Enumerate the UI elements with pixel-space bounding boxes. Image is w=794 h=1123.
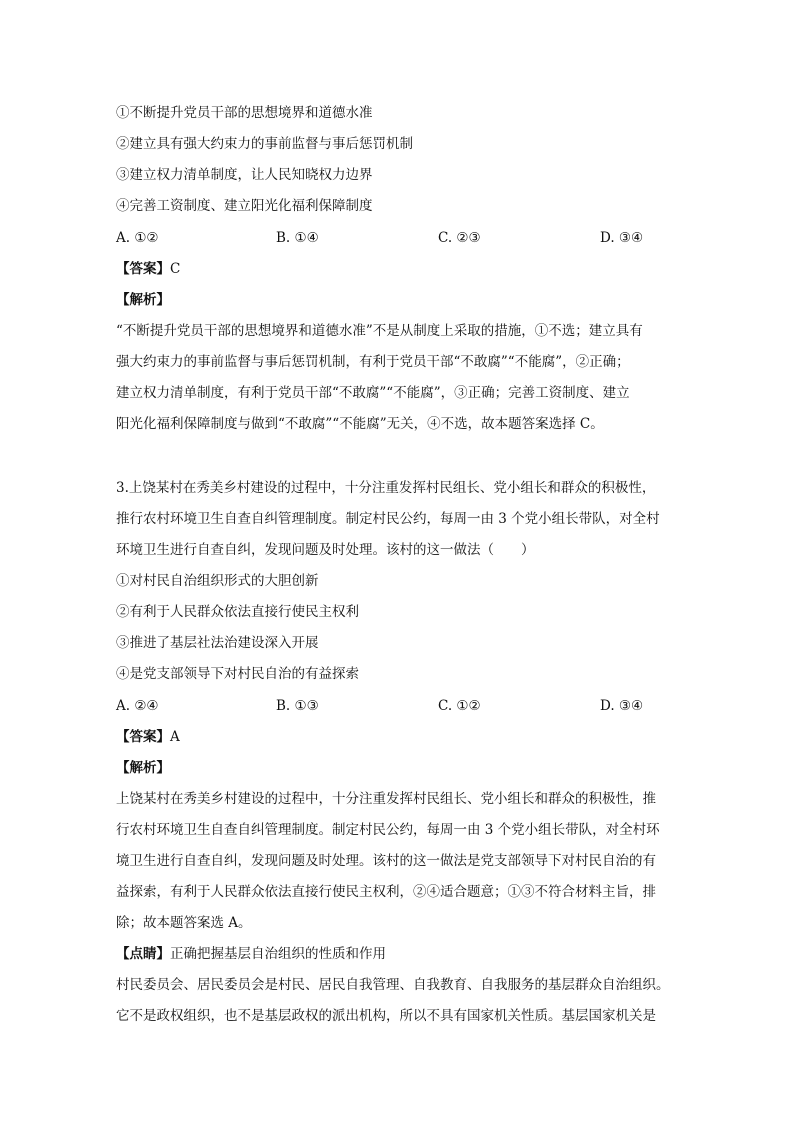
q2-option-a: A. ①② [116, 230, 159, 246]
q3-analysis-line-3: 境卫生进行自查自纠，发现问题及时处理。该村的这一做法是党支部领导下对村民自治的有 [116, 853, 656, 869]
q3-answer-value: A [170, 729, 180, 745]
q3-statement-4: ④是党支部领导下对村民自治的有益探索 [116, 666, 359, 682]
q3-tip-line-1: 村民委员会、居民委员会是村民、居民自我管理、自我教育、自我服务的基层群众自治组织。 [116, 977, 670, 993]
q2-answer-value: C [170, 261, 181, 277]
q2-answer-label: 【答案】 [116, 261, 170, 277]
q3-answer [116, 728, 686, 746]
q3-analysis-label: 【解析】 [116, 760, 170, 776]
q3-option-c: C. ①② [438, 698, 481, 714]
q3-stem-line-3: 环境卫生进行自查自纠，发现问题及时处理。该村的这一做法（ ） [116, 542, 535, 558]
q3-statement-3: ③推进了基层社法治建设深入开展 [116, 635, 319, 651]
q3-stem-line-2: 推行农村环境卫生自查自纠管理制度。制定村民公约，每周一由 3 个党小组长带队，对全村 [116, 511, 660, 527]
q3-statement-1: ①对村民自治组织形式的大胆创新 [116, 573, 319, 589]
q2-statement-1: ①不断提升党员干部的思想境界和道德水准 [116, 105, 373, 121]
q2-statement-4: ④完善工资制度、建立阳光化福利保障制度 [116, 198, 373, 214]
q3-statement-2: ②有利于人民群众依法直接行使民主权利 [116, 604, 359, 620]
q2-analysis-label: 【解析】 [116, 292, 170, 308]
q3-answer-label: 【答案】 [116, 729, 170, 745]
q3-option-d: D. ③④ [600, 698, 644, 714]
q2-option-c: C. ②③ [438, 230, 481, 246]
q3-option-b: B. ①③ [276, 698, 319, 714]
q3-analysis-line-4: 益探索，有利于人民群众依法直接行使民主权利，②④适合题意；①③不符合材料主旨，排 [116, 884, 656, 900]
q2-option-b: B. ①④ [276, 230, 319, 246]
q3-tip-label: 【点睛】 [116, 946, 170, 962]
q2-option-d: D. ③④ [600, 230, 644, 246]
q2-analysis-line-2: 强大约束力的事前监督与事后惩罚机制，有利于党员干部“不敢腐”“不能腐”，②正确； [116, 354, 630, 370]
q3-tip [116, 945, 686, 963]
q3-analysis-line-1: 上饶某村在秀美乡村建设的过程中，十分注重发挥村民组长、党小组长和群众的积极性，推 [116, 791, 656, 807]
q3-analysis-line-2: 行农村环境卫生自查自纠管理制度。制定村民公约，每周一由 3 个党小组长带队，对全村环 [116, 822, 660, 838]
q2-statement-2: ②建立具有强大约束力的事前监督与事后惩罚机制 [116, 136, 413, 152]
q2-answer [116, 260, 686, 278]
q2-statement-3: ③建立权力清单制度，让人民知晓权力边界 [116, 167, 373, 183]
q3-analysis-line-5: 除；故本题答案选 A。 [116, 915, 252, 931]
q3-option-a: A. ②④ [116, 698, 159, 714]
q3-stem-line-1: 3.上饶某村在秀美乡村建设的过程中，十分注重发挥村民组长、党小组长和群众的积极性， [116, 480, 656, 496]
q2-analysis-line-4: 阳光化福利保障制度与做到“不敢腐”“不能腐”无关，④不选，故本题答案选择 C。 [116, 416, 604, 432]
q2-analysis-line-1: “不断提升党员干部的思想境界和道德水准”不是从制度上采取的措施，①不选；建立具有 [116, 323, 643, 339]
q2-analysis-line-3: 建立权力清单制度，有利于党员干部“不敢腐”“不能腐”，③正确；完善工资制度、建立 [116, 385, 630, 401]
q3-tip-line-2: 它不是政权组织，也不是基层政权的派出机构，所以不具有国家机关性质。基层国家机关是 [116, 1008, 656, 1024]
q3-tip-title: 正确把握基层自治组织的性质和作用 [170, 946, 386, 962]
